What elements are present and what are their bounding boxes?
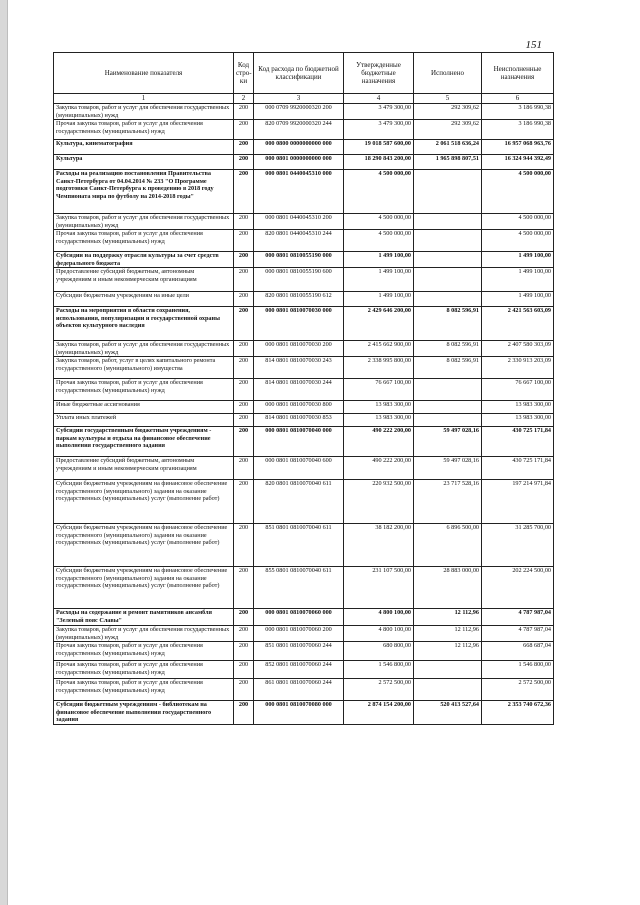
- table-row: [54, 642, 554, 661]
- row-executed: 12 112,96: [414, 626, 482, 642]
- row-budget-code: 000 0801 0810070030 000: [254, 307, 344, 341]
- row-budget-code: 000 0801 0810055190 000: [254, 252, 344, 268]
- row-executed: 12 112,96: [414, 609, 482, 626]
- row-executed: 23 717 528,16: [414, 480, 482, 524]
- row-name: Расходы на содержание и ремонт памятников ансамбля "Зеленый пояс Славы": [54, 609, 234, 626]
- row-approved: 220 932 500,00: [344, 480, 414, 524]
- row-name: Предоставление субсидий бюджетным, автономным учреждениям и иным некоммерческим организациям: [54, 457, 234, 480]
- row-approved: 1 499 100,00: [344, 292, 414, 307]
- row-name: Закупка товаров, работ и услуг для обеспечения государственных (муниципальных) нужд: [54, 104, 234, 120]
- row-budget-code: 820 0801 0440045310 244: [254, 230, 344, 252]
- row-unexecuted: 2 421 563 603,09: [482, 307, 554, 341]
- row-budget-code: 000 0801 0810055190 600: [254, 268, 344, 292]
- row-unexecuted: 31 285 700,00: [482, 524, 554, 567]
- row-approved: 2 874 154 200,00: [344, 701, 414, 725]
- row-code: 200: [234, 401, 254, 414]
- table-row: [54, 661, 554, 679]
- row-name: Закупка товаров, работ и услуг для обеспечения государственных (муниципальных) нужд: [54, 341, 234, 357]
- table-row: [54, 292, 554, 307]
- header-budget-code: Код расхода по бюджетной классификации: [254, 53, 344, 94]
- row-executed: 8 082 596,91: [414, 307, 482, 341]
- row-code: 200: [234, 307, 254, 341]
- row-approved: 3 479 300,00: [344, 120, 414, 140]
- table-row: [54, 626, 554, 642]
- row-code: 200: [234, 170, 254, 214]
- table-row: [54, 252, 554, 268]
- row-executed: [414, 414, 482, 427]
- table-row: [54, 307, 554, 341]
- row-approved: 4 800 100,00: [344, 609, 414, 626]
- row-budget-code: 000 0709 9920000320 200: [254, 104, 344, 120]
- row-executed: 6 896 500,00: [414, 524, 482, 567]
- row-code: 200: [234, 457, 254, 480]
- row-code: 200: [234, 661, 254, 679]
- row-approved: 18 290 843 200,00: [344, 155, 414, 170]
- table-row: [54, 679, 554, 701]
- row-executed: 1 965 898 807,51: [414, 155, 482, 170]
- row-approved: 231 107 500,00: [344, 567, 414, 609]
- row-approved: 19 018 587 600,00: [344, 140, 414, 155]
- row-executed: 59 497 028,16: [414, 427, 482, 457]
- row-unexecuted: 4 500 000,00: [482, 214, 554, 230]
- row-executed: 12 112,96: [414, 642, 482, 661]
- row-unexecuted: 3 186 990,38: [482, 104, 554, 120]
- row-executed: [414, 268, 482, 292]
- row-code: 200: [234, 155, 254, 170]
- row-code: 200: [234, 140, 254, 155]
- column-index: 5: [414, 94, 482, 104]
- row-unexecuted: 16 957 068 963,76: [482, 140, 554, 155]
- row-unexecuted: 1 499 100,00: [482, 252, 554, 268]
- row-approved: 4 800 100,00: [344, 626, 414, 642]
- table-row: [54, 567, 554, 609]
- row-name: Уплата иных платежей: [54, 414, 234, 427]
- row-unexecuted: 2 330 913 203,09: [482, 357, 554, 379]
- row-unexecuted: 3 186 990,38: [482, 120, 554, 140]
- row-executed: 2 061 518 636,24: [414, 140, 482, 155]
- row-budget-code: 852 0801 0810070060 244: [254, 661, 344, 679]
- row-name: Субсидии бюджетным учреждениям на иные цели: [54, 292, 234, 307]
- row-approved: 490 222 200,00: [344, 427, 414, 457]
- row-approved: 4 500 000,00: [344, 170, 414, 214]
- row-name: Расходы на мероприятия в области сохранения, использования, популяризации и государственной охраны объектов культурного наследия: [54, 307, 234, 341]
- row-code: 200: [234, 679, 254, 701]
- row-approved: 1 546 800,00: [344, 661, 414, 679]
- row-unexecuted: 16 324 944 392,49: [482, 155, 554, 170]
- row-name: Субсидии бюджетным учреждениям на финансовое обеспечение государственного (муниципального) задания на оказание государственных (муниципальных) услуг (выполнение работ): [54, 567, 234, 609]
- row-approved: 4 500 000,00: [344, 214, 414, 230]
- row-unexecuted: 76 667 100,00: [482, 379, 554, 401]
- row-executed: [414, 292, 482, 307]
- table-row: [54, 268, 554, 292]
- row-code: 200: [234, 214, 254, 230]
- row-budget-code: 000 0801 0440045310 000: [254, 170, 344, 214]
- row-approved: 13 983 300,00: [344, 414, 414, 427]
- table-row: [54, 120, 554, 140]
- row-executed: [414, 214, 482, 230]
- row-unexecuted: 1 499 100,00: [482, 268, 554, 292]
- table-row: [54, 427, 554, 457]
- row-budget-code: 000 0800 0000000000 000: [254, 140, 344, 155]
- row-name: Прочая закупка товаров, работ и услуг для обеспечения государственных (муниципальных) нужд: [54, 230, 234, 252]
- row-executed: [414, 401, 482, 414]
- row-unexecuted: 197 214 971,84: [482, 480, 554, 524]
- row-budget-code: 000 0801 0810070040 000: [254, 427, 344, 457]
- row-executed: 28 883 000,00: [414, 567, 482, 609]
- row-approved: 1 499 100,00: [344, 268, 414, 292]
- row-budget-code: 000 0801 0810070060 200: [254, 626, 344, 642]
- row-unexecuted: 4 500 000,00: [482, 170, 554, 214]
- row-budget-code: 820 0709 9920000320 244: [254, 120, 344, 140]
- row-name: Закупка товаров, работ и услуг для обеспечения государственных (муниципальных) нужд: [54, 626, 234, 642]
- row-approved: 4 500 000,00: [344, 230, 414, 252]
- row-executed: 8 082 596,91: [414, 341, 482, 357]
- budget-execution-table: [53, 52, 554, 725]
- row-approved: 490 222 200,00: [344, 457, 414, 480]
- row-executed: 520 413 527,64: [414, 701, 482, 725]
- row-unexecuted: 4 787 987,04: [482, 626, 554, 642]
- row-code: 200: [234, 626, 254, 642]
- row-approved: 680 800,00: [344, 642, 414, 661]
- header-row-code: Код стро-ки: [234, 53, 254, 94]
- row-budget-code: 820 0801 0810055190 612: [254, 292, 344, 307]
- row-approved: 38 182 200,00: [344, 524, 414, 567]
- row-unexecuted: 202 224 500,00: [482, 567, 554, 609]
- row-code: 200: [234, 524, 254, 567]
- row-name: Субсидии бюджетным учреждениям - библиотекам на финансовое обеспечение выполнения государственного задания: [54, 701, 234, 725]
- page-number: 151: [525, 39, 542, 51]
- table-row: [54, 414, 554, 427]
- row-name: Культура, кинематография: [54, 140, 234, 155]
- row-approved: 2 429 646 200,00: [344, 307, 414, 341]
- row-approved: 13 983 300,00: [344, 401, 414, 414]
- row-budget-code: 861 0801 0810070060 244: [254, 679, 344, 701]
- row-approved: 2 572 500,00: [344, 679, 414, 701]
- table-row: [54, 401, 554, 414]
- column-index: 3: [254, 94, 344, 104]
- row-code: 200: [234, 104, 254, 120]
- row-budget-code: 000 0801 0810070040 600: [254, 457, 344, 480]
- row-executed: 8 082 596,91: [414, 357, 482, 379]
- row-name: Субсидии на поддержку отрасли культуры за счет средств федерального бюджета: [54, 252, 234, 268]
- row-executed: [414, 230, 482, 252]
- row-approved: 1 499 100,00: [344, 252, 414, 268]
- row-unexecuted: 2 407 580 303,09: [482, 341, 554, 357]
- row-budget-code: 000 0801 0000000000 000: [254, 155, 344, 170]
- row-executed: [414, 679, 482, 701]
- table-row: [54, 357, 554, 379]
- table-row: [54, 701, 554, 725]
- row-unexecuted: 1 546 800,00: [482, 661, 554, 679]
- table-row: [54, 480, 554, 524]
- table-row: [54, 155, 554, 170]
- row-budget-code: 814 0801 0810070030 244: [254, 379, 344, 401]
- table-row: [54, 524, 554, 567]
- row-name: Прочая закупка товаров, работ и услуг для обеспечения государственных (муниципальных) нужд: [54, 679, 234, 701]
- row-code: 200: [234, 609, 254, 626]
- table-row: [54, 230, 554, 252]
- row-budget-code: 000 0801 0810070030 800: [254, 401, 344, 414]
- row-budget-code: 851 0801 0810070060 244: [254, 642, 344, 661]
- row-code: 200: [234, 341, 254, 357]
- row-unexecuted: 1 499 100,00: [482, 292, 554, 307]
- row-code: 200: [234, 268, 254, 292]
- row-unexecuted: 2 572 500,00: [482, 679, 554, 701]
- row-name: Культура: [54, 155, 234, 170]
- row-executed: [414, 379, 482, 401]
- row-name: Прочая закупка товаров, работ и услуг для обеспечения государственных (муниципальных) нужд: [54, 379, 234, 401]
- row-budget-code: 814 0801 0810070030 243: [254, 357, 344, 379]
- row-name: Субсидии бюджетным учреждениям на финансовое обеспечение государственного (муниципального) задания на оказание государственных (муниципальных) услуг (выполнение работ): [54, 480, 234, 524]
- row-name: Субсидии бюджетным учреждениям на финансовое обеспечение государственного (муниципального) задания на оказание государственных (муниципальных) услуг (выполнение работ): [54, 524, 234, 567]
- row-approved: 3 479 300,00: [344, 104, 414, 120]
- row-executed: [414, 252, 482, 268]
- row-code: 200: [234, 567, 254, 609]
- row-budget-code: 000 0801 0810070080 000: [254, 701, 344, 725]
- row-code: 200: [234, 480, 254, 524]
- table-body: [54, 104, 554, 725]
- row-code: 200: [234, 357, 254, 379]
- table-row: [54, 104, 554, 120]
- row-unexecuted: 13 983 300,00: [482, 401, 554, 414]
- row-code: 200: [234, 427, 254, 457]
- row-name: Закупка товаров, работ, услуг в целях капитального ремонта государственного (муниципального) имущества: [54, 357, 234, 379]
- row-budget-code: 855 0801 0810070040 611: [254, 567, 344, 609]
- table-row: [54, 457, 554, 480]
- table-row: [54, 341, 554, 357]
- row-unexecuted: 4 787 987,04: [482, 609, 554, 626]
- header-unexecuted: Неисполненные назначения: [482, 53, 554, 94]
- column-index: 1: [54, 94, 234, 104]
- row-unexecuted: 430 725 171,84: [482, 457, 554, 480]
- row-name: Закупка товаров, работ и услуг для обеспечения государственных (муниципальных) нужд: [54, 214, 234, 230]
- row-budget-code: 000 0801 0810070060 000: [254, 609, 344, 626]
- row-name: Предоставление субсидий бюджетным, автономным учреждениям и иным некоммерческим организациям: [54, 268, 234, 292]
- row-code: 200: [234, 292, 254, 307]
- row-approved: 76 667 100,00: [344, 379, 414, 401]
- header-approved: Утвержденные бюджетные назначения: [344, 53, 414, 94]
- row-name: Прочая закупка товаров, работ и услуг для обеспечения государственных (муниципальных) нужд: [54, 661, 234, 679]
- row-executed: [414, 170, 482, 214]
- row-name: Прочая закупка товаров, работ и услуг для обеспечения государственных (муниципальных) нужд: [54, 120, 234, 140]
- table-row: [54, 214, 554, 230]
- table-row: [54, 170, 554, 214]
- row-approved: 2 415 662 900,00: [344, 341, 414, 357]
- table-row: [54, 379, 554, 401]
- row-code: 200: [234, 642, 254, 661]
- scan-left-margin: [0, 0, 7, 905]
- row-code: 200: [234, 379, 254, 401]
- row-unexecuted: 668 687,04: [482, 642, 554, 661]
- column-index-row: [54, 94, 554, 104]
- header-executed: Исполнено: [414, 53, 482, 94]
- row-name: Субсидии государственным бюджетным учреждениям - паркам культуры и отдыха на финансовое обеспечение выполнения государственного задания: [54, 427, 234, 457]
- row-name: Расходы на реализацию постановления Правительства Санкт-Петербурга от 04.04.2014 № 233 "О Программе подготовки Санкт-Петербурга к проведению в 2018 году Чемпионата мира по футболу на 2014-2018 годы": [54, 170, 234, 214]
- row-budget-code: 851 0801 0810070040 611: [254, 524, 344, 567]
- row-budget-code: 000 0801 0810070030 200: [254, 341, 344, 357]
- row-code: 200: [234, 252, 254, 268]
- row-name: Прочая закупка товаров, работ и услуг для обеспечения государственных (муниципальных) нужд: [54, 642, 234, 661]
- row-code: 200: [234, 414, 254, 427]
- row-code: 200: [234, 120, 254, 140]
- column-index: 6: [482, 94, 554, 104]
- row-approved: 2 338 995 800,00: [344, 357, 414, 379]
- row-executed: 292 309,62: [414, 120, 482, 140]
- header-indicator-name: Наименование показателя: [54, 53, 234, 94]
- row-budget-code: 820 0801 0810070040 611: [254, 480, 344, 524]
- row-unexecuted: 2 353 740 672,36: [482, 701, 554, 725]
- row-name: Иные бюджетные ассигнования: [54, 401, 234, 414]
- column-index: 4: [344, 94, 414, 104]
- table-row: [54, 140, 554, 155]
- row-code: 200: [234, 230, 254, 252]
- table-header-row: [54, 53, 554, 94]
- row-budget-code: 814 0801 0810070030 853: [254, 414, 344, 427]
- column-index: 2: [234, 94, 254, 104]
- row-unexecuted: 4 500 000,00: [482, 230, 554, 252]
- scan-left-margin-edge: [7, 0, 8, 905]
- row-unexecuted: 430 725 171,84: [482, 427, 554, 457]
- row-budget-code: 000 0801 0440045310 200: [254, 214, 344, 230]
- row-code: 200: [234, 701, 254, 725]
- row-executed: [414, 661, 482, 679]
- row-executed: 292 309,62: [414, 104, 482, 120]
- row-executed: 59 497 028,16: [414, 457, 482, 480]
- table-row: [54, 609, 554, 626]
- row-unexecuted: 13 983 300,00: [482, 414, 554, 427]
